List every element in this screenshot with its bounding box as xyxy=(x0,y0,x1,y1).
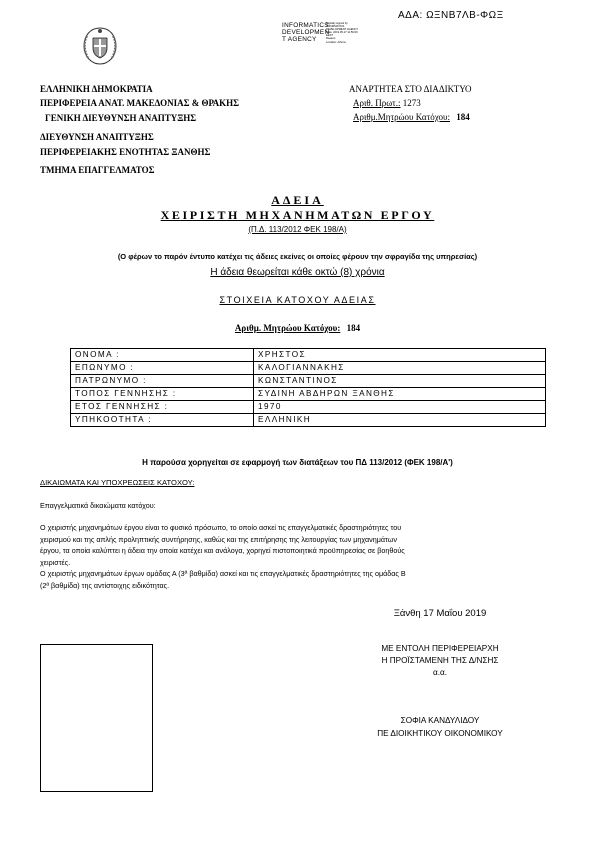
table-row xyxy=(71,388,546,401)
posted-online: ΑΝΑΡΤΗΤΕΑ ΣΤΟ ΔΙΑΔΙΚΤΥΟ xyxy=(349,84,472,94)
ida-stamp-title xyxy=(282,22,329,43)
ida-line: INFORMATICS xyxy=(282,22,329,29)
field-value: ΚΩΝΣΤΑΝΤΙΝΟΣ xyxy=(254,375,546,388)
rights-subtitle: Επαγγελματικά δικαιώματα κατόχου: xyxy=(40,501,156,510)
coat-of-arms-emblem xyxy=(78,24,122,68)
rights-title-text: ΔΙΚΑΙΩΜΑΤΑ ΚΑΙ ΥΠΟΧΡΕΩΣΕΙΣ ΚΑΤΟΧΟΥ: xyxy=(40,478,195,487)
field-label: ΠΑΤΡΩΝΥΜΟ : xyxy=(71,375,254,388)
field-label: ΕΠΩΝΥΜΟ : xyxy=(71,362,254,375)
signatory-name: ΣΟΦΙΑ ΚΑΝΔΥΛΙΔΟΥ xyxy=(400,716,480,725)
field-value: 1970 xyxy=(254,401,546,414)
ida-signature-details: Digitally signed by INFORMATICS DEVELOPMENT AGENCY Date: 2019.05.17 11:56:09 EEST Reason: Location: Athens xyxy=(326,22,359,44)
registry-label: Αριθμ.Μητρώου Κατόχου: xyxy=(353,112,450,122)
title-line-3: (Π.Δ. 113/2012 ΦΕΚ 198/Α) xyxy=(248,225,347,234)
stamp-note: (Ο φέρων το παρόν έντυπο κατέχει τις άδειες εκείνες οι οποίες φέρουν την σφραγίδα της υπηρεσίας) xyxy=(117,252,478,261)
signature-aa: α.α. xyxy=(432,668,448,677)
paragraph-line: Ο χειριστής μηχανημάτων έργου είναι το φυσικό πρόσωπο, το οποίο ασκεί τις επαγγελματικές δραστηριότητες του xyxy=(40,523,402,532)
title-line-2: ΧΕΙΡΙΣΤΗ ΜΗΧΑΝΗΜΑΤΩΝ ΕΡΓΟΥ xyxy=(160,208,435,222)
table-row xyxy=(71,414,546,427)
paragraph-line: Ο χειριστής μηχανημάτων έργων ομάδας Α (3ª βαθμίδα) ασκεί και τις επαγγελματικές δραστηριότητες της ομάδας Β xyxy=(40,569,406,578)
license-subtitle xyxy=(0,208,595,223)
paragraph-line: έργου, τα οποία καλύπτει η άδεια την οποία κατέχει και ανάλογα, χορηγεί πιστοποιητικά προϋπηρεσίας σε βοηθούς xyxy=(40,546,405,555)
registry-value: 184 xyxy=(456,112,470,122)
field-value: ΣΥΔΙΝΗ ΑΒΔΗΡΩΝ ΞΑΝΘΗΣ xyxy=(254,388,546,401)
field-value: ΧΡΗΣΤΟΣ xyxy=(254,349,546,362)
field-label: ΟΝΟΜΑ : xyxy=(71,349,254,362)
paragraph-line: χειρισμού και της απλής προληπτικής συντήρησης, καθώς και της επιτήρησης της λειτουργίας των μηχανημάτων xyxy=(40,534,397,544)
holder-info-table xyxy=(70,348,546,427)
authority-line-1: ΕΛΛΗΝΙΚΗ ΔΗΜΟΚΡΑΤΙΑ xyxy=(40,84,153,94)
holder-registry xyxy=(0,323,595,333)
paragraph-line: χειριστές. xyxy=(40,557,71,567)
rights-paragraph-1 xyxy=(40,522,560,591)
legal-reference xyxy=(0,225,595,234)
ida-line: T AGENCY xyxy=(282,36,317,43)
table-row xyxy=(71,362,546,375)
field-label: ΕΤΟΣ ΓΕΝΝΗΣΗΣ : xyxy=(71,401,254,414)
holder-section-title xyxy=(0,295,595,305)
ada-code: ΑΔΑ: ΩΞΝΒ7ΛΒ-ΦΩΞ xyxy=(398,10,504,21)
field-label: ΥΠΗΚΟΟΤΗΤΑ : xyxy=(71,414,254,427)
protocol-value: 1273 xyxy=(402,98,421,108)
photo-placeholder xyxy=(40,644,153,792)
holder-registry-value: 184 xyxy=(346,323,361,333)
title-line-1: ΑΔΕΙΑ xyxy=(271,193,324,207)
authority-line-4: ΔΙΕΥΘΥΝΣΗ ΑΝΑΠΤΥΞΗΣ xyxy=(40,132,154,142)
field-value: ΚΑΛΟΓΙΑΝΝΑΚΗΣ xyxy=(254,362,546,375)
protocol-number xyxy=(353,99,421,108)
authority-line-2: ΠΕΡΙΦΕΡΕΙΑ ΑΝΑΤ. ΜΑΚΕΔΟΝΙΑΣ & ΘΡΑΚΗΣ xyxy=(40,98,240,108)
ida-line: DEVELOPMEN xyxy=(282,29,330,36)
granted-statement: Η παρούσα χορηγείται σε εφαρμογή των διατάξεων του ΠΔ 113/2012 (ΦΕΚ 198/Α') xyxy=(142,458,453,467)
paragraph-line: (2ª βαθμίδα) της αντίστοιχης ειδικότητας. xyxy=(40,580,170,590)
table-row xyxy=(71,349,546,362)
authority-line-6: ΤΜΗΜΑ ΕΠΑΓΓΕΛΜΑΤΟΣ xyxy=(40,165,155,175)
signatory-role: ΠΕ ΔΙΟΙΚΗΤΙΚΟΥ ΟΙΚΟΝΟΜΙΚΟΥ xyxy=(377,729,503,738)
holder-section-label: ΣΤΟΙΧΕΙΑ ΚΑΤΟΧΟΥ ΑΔΕΙΑΣ xyxy=(219,295,376,305)
signature-head: Η ΠΡΟΪΣΤΑΜΕΝΗ ΤΗΣ Δ/ΝΣΗΣ xyxy=(381,656,499,665)
table-row xyxy=(71,375,546,388)
registry-number xyxy=(353,113,470,122)
validity-text: Η άδεια θεωρείται κάθε οκτώ (8) χρόνια xyxy=(210,267,385,278)
signature-date: Ξάνθη 17 Μαΐου 2019 xyxy=(393,608,487,619)
authority-line-3: ΓΕΝΙΚΗ ΔΙΕΥΘΥΝΣΗ ΑΝΑΠΤΥΞΗΣ xyxy=(45,113,197,123)
validity-note xyxy=(0,267,595,278)
signature-order: ΜΕ ΕΝΤΟΛΗ ΠΕΡΙΦΕΡΕΙΑΡΧΗ xyxy=(381,644,499,653)
field-value: ΕΛΛΗΝΙΚΗ xyxy=(254,414,546,427)
license-title xyxy=(0,193,595,208)
rights-title xyxy=(40,478,194,487)
protocol-label: Αριθ. Πρωτ.: xyxy=(353,98,401,108)
field-label: ΤΟΠΟΣ ΓΕΝΝΗΣΗΣ : xyxy=(71,388,254,401)
holder-registry-label: Αριθμ. Μητρώου Κατόχου: xyxy=(234,323,341,333)
table-row xyxy=(71,401,546,414)
authority-line-5: ΠΕΡΙΦΕΡΕΙΑΚΗΣ ΕΝΟΤΗΤΑΣ ΞΑΝΘΗΣ xyxy=(40,147,211,157)
